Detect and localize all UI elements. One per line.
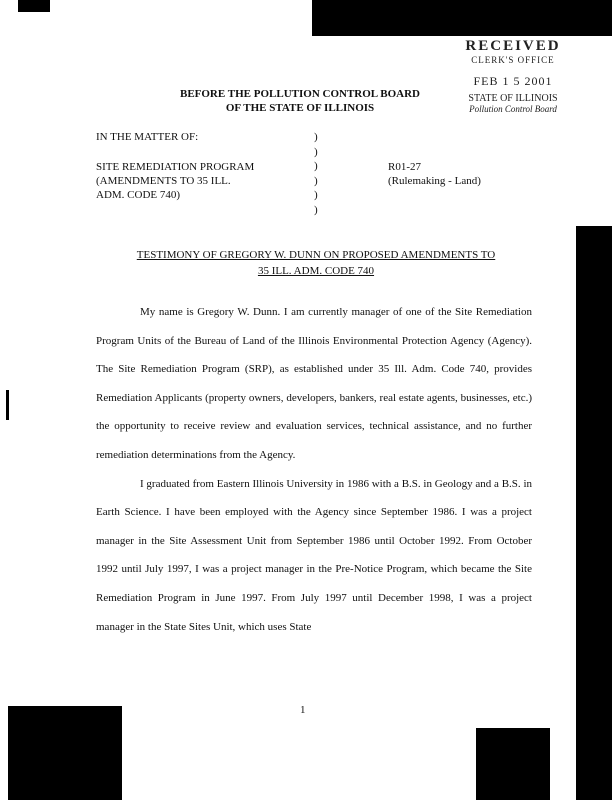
caption-amendments: (AMENDMENTS TO 35 ILL.	[96, 175, 231, 187]
caption-parentheses: ) ) ) ) ) )	[314, 131, 318, 216]
scan-artifact-bottom-right	[476, 728, 550, 800]
scan-artifact-top-left	[18, 0, 50, 12]
testimony-body	[96, 298, 532, 641]
stamp-board: Pollution Control Board	[469, 104, 557, 114]
caption-type: (Rulemaking - Land)	[388, 175, 481, 187]
testimony-title	[96, 247, 536, 279]
testimony-title-line2: 35 ILL. ADM. CODE 740	[257, 265, 375, 277]
scan-artifact-right-edge	[576, 226, 612, 800]
paragraph-2: I graduated from Eastern Illinois University in 1986 with a B.S. in Geology and a B.S. in Earth Science. I have been employed with the Agency since September 1986. I was a project manager in the Site Assessment Unit from September 1986 until October 1992. From October 1992 until July 1997, I was a project manager in the Pre-Notice Program, which became the Site Remediation Program in June 1997. From July 1997 until December 1998, I was a project manager in the State Sites Unit, which uses State	[96, 477, 532, 633]
received-stamp	[448, 38, 578, 114]
page-number: 1	[300, 704, 306, 716]
stamp-received: RECEIVED	[465, 38, 561, 54]
stamp-clerks-office: CLERK'S OFFICE	[471, 55, 555, 65]
scan-artifact-left-mark	[6, 390, 9, 420]
scan-artifact-bottom-left	[8, 706, 122, 800]
board-heading-line2: OF THE STATE OF ILLINOIS	[225, 102, 375, 114]
board-heading	[150, 87, 450, 115]
stamp-date: FEB 1 5 2001	[473, 74, 553, 88]
stamp-state: STATE OF ILLINOIS	[468, 93, 558, 104]
caption-program: SITE REMEDIATION PROGRAM	[96, 161, 255, 173]
caption-matter: IN THE MATTER OF:	[96, 131, 199, 143]
paragraph-1: My name is Gregory W. Dunn. I am currently manager of one of the Site Remediation Program Units of the Bureau of Land of the Illinois Environmental Protection Agency (Agency). The Site Remediation Program (SRP), as established under 35 Ill. Adm. Code 740, provides Remediation Applicants (property owners, developers, bankers, real estate agents, businesses, etc.) the opportunity to receive review and evaluation services, technical assistance, and no further remediation determinations from the Agency.	[96, 306, 532, 461]
caption-code: ADM. CODE 740)	[96, 189, 181, 201]
caption-docket: R01-27	[388, 161, 421, 173]
scan-artifact-top-right	[312, 0, 612, 36]
testimony-title-line1: TESTIMONY OF GREGORY W. DUNN ON PROPOSED AMENDMENTS TO	[136, 249, 496, 261]
board-heading-line1: BEFORE THE POLLUTION CONTROL BOARD	[179, 88, 420, 100]
